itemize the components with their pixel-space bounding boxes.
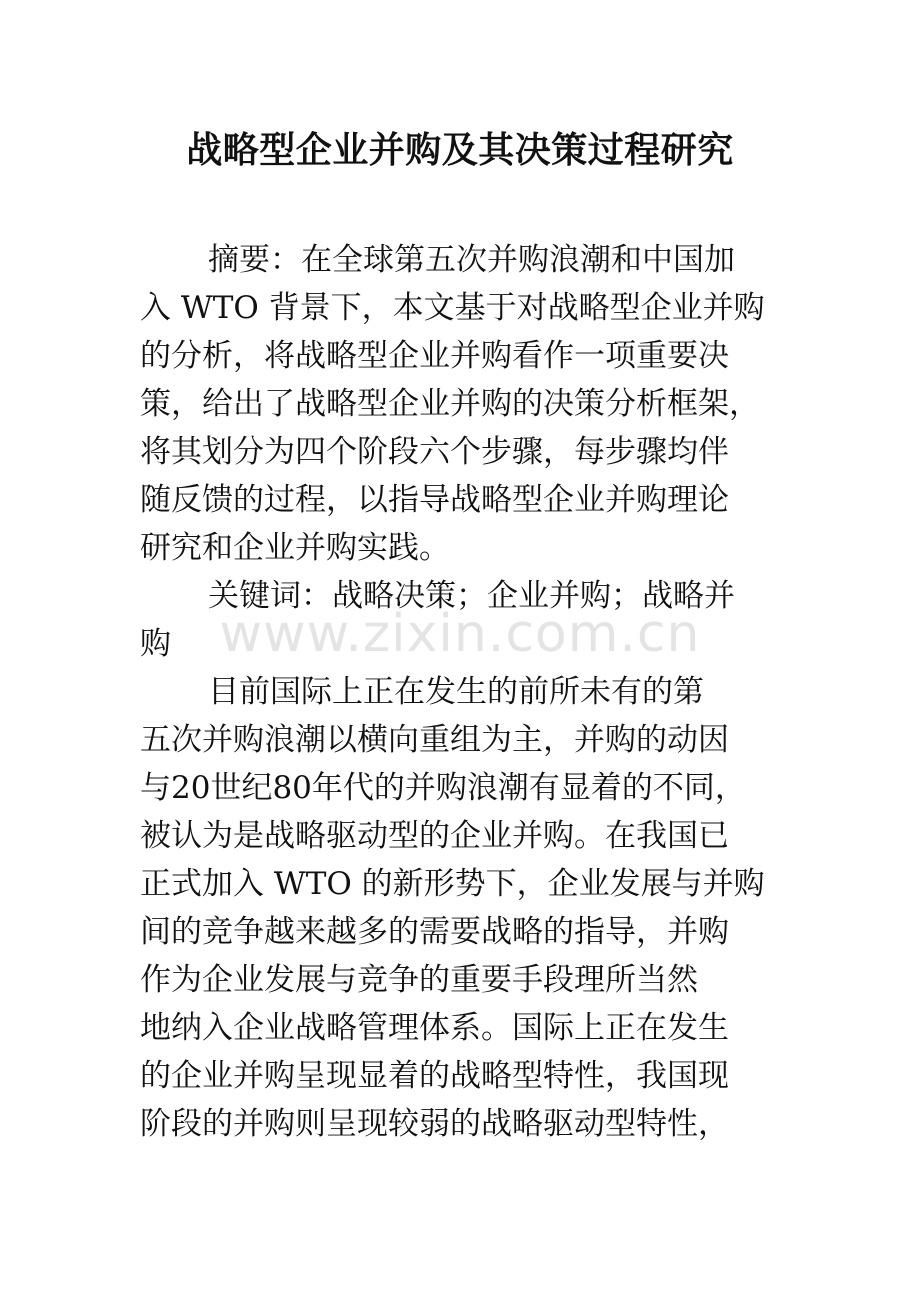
text-line: 的企业并购呈现显着的战略型特性，我国现 — [140, 1058, 729, 1094]
text-line: 入 WTO 背景下，本文基于对战略型企业并购 — [140, 290, 765, 326]
text-line: 策，给出了战略型企业并购的决策分析框架， — [140, 386, 760, 422]
text-line: 地纳入企业战略管理体系。国际上正在发生 — [140, 1010, 729, 1046]
text-line: 的分析，将战略型企业并购看作一项重要决 — [140, 338, 729, 374]
watermark-text: www.zixin.com.cn — [219, 604, 701, 664]
text-line: 购 — [140, 626, 171, 662]
text-line: 摘要：在全球第五次并购浪潮和中国加 — [208, 242, 735, 278]
text-line: 关键词：战略决策；企业并购；战略并 — [208, 578, 735, 614]
text-line: 研究和企业并购实践。 — [140, 530, 450, 566]
text-line: 作为企业发展与竞争的重要手段理所当然 — [140, 962, 698, 998]
text-line: 与20世纪80年代的并购浪潮有显着的不同， — [140, 770, 746, 806]
text-line: 将其划分为四个阶段六个步骤，每步骤均伴 — [140, 434, 729, 470]
text-line: 阶段的并购则呈现较弱的战略驱动型特性， — [140, 1106, 729, 1142]
text-line: 被认为是战略驱动型的企业并购。在我国已 — [140, 818, 729, 854]
text-line: 目前国际上正在发生的前所未有的第 — [208, 674, 704, 710]
document-title: 战略型企业并购及其决策过程研究 — [186, 129, 734, 171]
document-body — [140, 236, 790, 1148]
text-line: 五次并购浪潮以横向重组为主，并购的动因 — [140, 722, 729, 758]
text-line: 正式加入 WTO 的新形势下，企业发展与并购 — [140, 866, 765, 902]
text-line: 随反馈的过程，以指导战略型企业并购理论 — [140, 482, 729, 518]
text-line: 间的竞争越来越多的需要战略的指导，并购 — [140, 914, 729, 950]
